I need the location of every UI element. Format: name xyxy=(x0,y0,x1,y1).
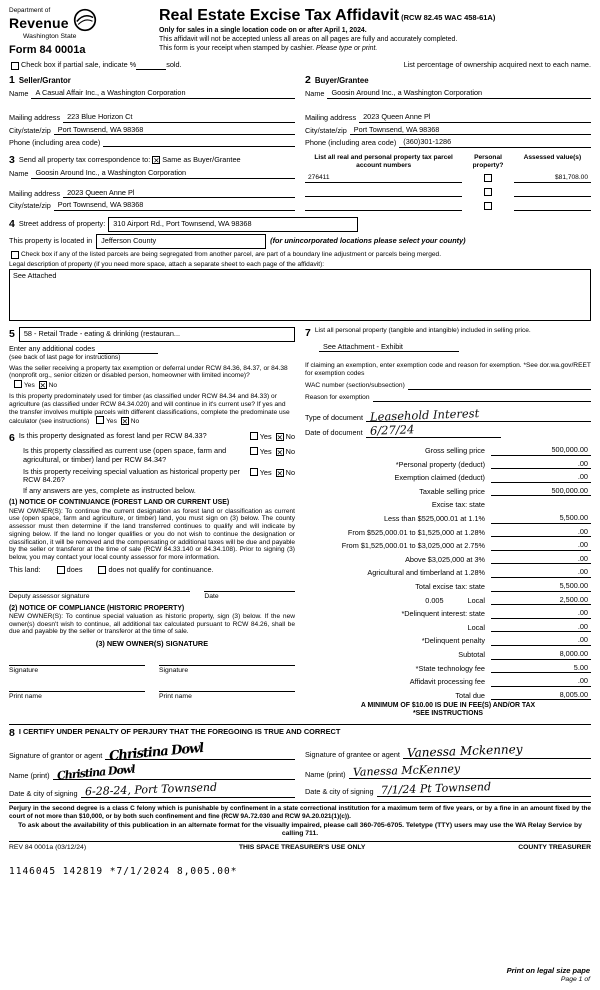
seller-mailing-field[interactable]: 223 Blue Horizon Ct xyxy=(63,113,295,123)
does-checkbox[interactable] xyxy=(57,566,65,574)
current-use-yes-checkbox[interactable] xyxy=(250,447,258,455)
grantor-date-city-handwriting: 6-28-24, Port Townsend xyxy=(84,780,217,799)
new-owner-print-name-field-2[interactable] xyxy=(159,681,295,692)
grantee-print-name-field[interactable] xyxy=(349,762,591,780)
section-1-number: 1 xyxy=(9,73,15,86)
personal-property-checkbox[interactable] xyxy=(484,188,492,196)
agricultural-tax-value[interactable]: .00 xyxy=(491,568,591,578)
date-of-document-label: Date of document xyxy=(305,428,363,438)
grantor-print-name-handwriting: Christina Dowl xyxy=(56,762,135,783)
perjury-statement: Perjury in the second degree is a class C felony which is punishable by confinement in a state correctional institution for a maximum term of five years, or by a fine in an amount fixed by the court of not more than $10,000, or by both such confinement and fine (RCW 9A.72.030 and RCW 9A.20.021(1)(c)). xyxy=(9,802,591,820)
parcel-number-field[interactable] xyxy=(305,202,462,211)
street-address-field[interactable]: 310 Airport Rd., Port Townsend, WA 98368 xyxy=(108,217,358,232)
wac-number-field[interactable] xyxy=(408,381,591,390)
partial-percent-field[interactable] xyxy=(136,61,166,70)
seller-phone-field[interactable] xyxy=(103,138,295,147)
grantee-date-city-handwriting: 7/1/24 Pt Townsend xyxy=(380,780,491,798)
land-qualify-row xyxy=(9,566,295,575)
certification-section xyxy=(9,724,591,739)
question-historic: Is this property receiving special valuation as historical property per RCW 84.26? Yes ✕ No xyxy=(23,466,295,485)
q2-no-checkbox[interactable]: ✕ xyxy=(121,417,129,427)
additional-codes-note: (see back of last page for instructions) xyxy=(9,353,121,361)
delinquent-interest-local-value[interactable]: .00 xyxy=(491,623,591,633)
minimum-due-note: A MINIMUM OF $10.00 IS DUE IN FEE(S) AND/OR TAX xyxy=(360,702,536,710)
personal-property-checkbox[interactable] xyxy=(484,202,492,210)
treasurer-space-label: THIS SPACE TREASURER'S USE ONLY xyxy=(238,844,366,852)
grantor-print-name-field[interactable] xyxy=(53,762,295,783)
personal-property-list-label: List all personal property (tangible and intangible) included in selling price. xyxy=(314,327,531,335)
county-treasurer-label: COUNTY TREASURER xyxy=(518,844,591,852)
deputy-date-field[interactable] xyxy=(204,581,295,592)
grantee-date-city-label: Date & city of signing xyxy=(305,787,374,797)
partial-sale-label-post: sold. xyxy=(166,60,182,70)
excise-tax-table: Gross selling price 500,000.00 *Personal property (deduct) .00 Exemption claimed (deduct) .00 Taxable selling price 500,000.00 Excise tax: state Less than $525,000.01 at 1.1% 5,500.00 From $525,000.01 to $1,525,000 at 1.28% .00 From $1,525,000.01 to $3,025,000 at 2.75% .00 Above $3,025,000 at 3% .00 Agricultural and timberland at 1.28% .00 Total excise tax: state 5,500.00 0.005 Local 2,500.00 *Delinquent interest: state .00 Local .00 *Delinquent penalty .00 Subtotal 8,000.00 *State technology fee 5.00 Affidavit processing fee .00 Total due 8,005.00 xyxy=(305,442,591,700)
parcel-table xyxy=(305,154,591,212)
question-forest-land: 6 Is this property designated as forest land per RCW 84.33? Yes ✕ No xyxy=(9,431,295,445)
seller-title: Seller/Grantor xyxy=(18,75,71,85)
assessed-value-field[interactable] xyxy=(514,202,591,211)
new-owners-signature-title: (3) NEW OWNER(S) SIGNATURE xyxy=(95,639,209,649)
land-use-code-select[interactable]: 58 - Retail Trade - eating & drinking (restauran... xyxy=(19,327,295,342)
question-current-use: Is this property classified as current use (open space, farm and agricultural, or timber) land per RCW 84.34? Yes ✕ No xyxy=(23,446,295,465)
correspondence-name-field[interactable]: Goosin Around Inc., a Washington Corporation xyxy=(31,169,295,179)
grantee-signature-label: Signature of grantee or agent xyxy=(305,749,400,759)
local-tax-value[interactable]: 2,500.00 xyxy=(491,596,591,606)
property-section xyxy=(9,217,591,321)
seller-name-field[interactable]: A Casual Affair Inc., a Washington Corporation xyxy=(31,89,295,99)
personal-property-col-header: Personal property? xyxy=(472,153,504,169)
reason-exemption-field[interactable] xyxy=(373,393,591,402)
selling-price-section xyxy=(305,327,591,718)
header-note-3: This form is your receipt when stamped by cashier. Please type or print. xyxy=(159,45,378,53)
additional-codes-label: Enter any additional codes xyxy=(9,344,95,354)
historic-yes-checkbox[interactable] xyxy=(250,468,258,476)
local-rate: 0.005 xyxy=(425,595,444,605)
delinquent-interest-state-value[interactable]: .00 xyxy=(491,609,591,619)
type-of-document-label: Type of document xyxy=(305,412,364,422)
new-owner-signatures: Signature Signature xyxy=(9,655,295,675)
notice-continuance-text: NEW OWNER(S): To continue the current designation as forest land or classification as current use (open space, farm and agriculture, or timber) land, you must sign on (3) below. The county assessor must then determine if the land transferred continues to qualify and will indicate by signing below. If the land no longer qualifies or you do not wish to continue the designation or classification, it will be removed and the compensating or additional taxes will be due and payable by the seller or transferor at the time of sale (RCW 84.33.140 or 84.34.108). Prior to signing (3) below, you may contact your local county assessor for more information. xyxy=(9,507,295,562)
header-note-1: Only for sales in a single location code on or after April 1, 2024. xyxy=(159,26,367,34)
grantee-date-city-field[interactable] xyxy=(377,780,591,798)
assessed-value-col-header: Assessed value(s) xyxy=(523,153,582,161)
county-select[interactable]: Jefferson County xyxy=(96,234,266,249)
q1-yes-checkbox[interactable] xyxy=(14,380,22,388)
section-8-number: 8 xyxy=(9,726,15,739)
dor-logo-icon xyxy=(73,8,97,32)
cashier-stamp: 1146045 142819 *7/1/2024 8,005.00* xyxy=(9,866,238,878)
forest-no-checkbox[interactable]: ✕ xyxy=(276,433,283,443)
parcel-row xyxy=(305,169,591,183)
deputy-date-label: Date xyxy=(204,592,219,600)
new-owner-print-name-field-1[interactable] xyxy=(9,681,145,692)
same-as-buyer-label: Same as Buyer/Grantee xyxy=(162,154,241,164)
section-7-number: 7 xyxy=(305,327,311,340)
deputy-assessor-signature-field[interactable] xyxy=(9,581,190,592)
notice-compliance-title: (2) NOTICE OF COMPLIANCE (HISTORIC PROPERTY) xyxy=(9,604,185,612)
grantee-signature-field[interactable] xyxy=(403,741,591,760)
forest-yes-checkbox[interactable] xyxy=(250,432,258,440)
signature-block xyxy=(9,741,591,798)
section-4-number: 4 xyxy=(9,218,15,231)
additional-codes-field[interactable] xyxy=(98,345,158,354)
page-title: Real Estate Excise Tax Affidavit xyxy=(159,7,400,24)
located-in-label: This property is located in xyxy=(9,235,93,245)
tier1-tax-value[interactable]: 5,500.00 xyxy=(491,514,591,524)
does-not-label: does not qualify for continuance. xyxy=(108,564,214,574)
tier3-tax-value[interactable]: .00 xyxy=(491,541,591,551)
seller-city-field[interactable]: Port Townsend, WA 98368 xyxy=(54,126,295,136)
deputy-assessor-block xyxy=(9,581,295,601)
partial-sale-row xyxy=(9,61,591,70)
section-5-number: 5 xyxy=(9,328,15,341)
type-of-document-field[interactable] xyxy=(366,405,591,424)
buyer-title: Buyer/Grantee xyxy=(314,75,369,85)
personal-property-list-field[interactable]: See Attachment - Exhibit xyxy=(319,343,459,353)
excise-tax-state-header xyxy=(491,501,591,510)
grantor-signature-handwriting: Christina Dowl xyxy=(108,740,205,765)
grantee-print-name-handwriting: Vanessa McKenney xyxy=(352,762,460,780)
question-tax-exemption: Was the seller receiving a property tax exemption or deferral under RCW 84.36, 84.37, or 84.38 (nonprofit org., senior citizen or disabled person, homeowner with limited income)? Yes ✕ No xyxy=(9,364,288,391)
dept-of-label: Department of xyxy=(9,7,51,14)
land-use-section xyxy=(9,327,295,718)
grantor-date-city-label: Date & city of signing xyxy=(9,788,78,798)
buyer-section: 2 Buyer/Grantee Name Goosin Around Inc., a Washington Corporation Mailing address 2023 Queen Anne Pl City/state/zip Port Townsend, WA 98368 Phone (including area code) (360)301-1286 xyxy=(305,74,591,148)
this-land-label: This land: xyxy=(9,564,41,574)
segregated-label: Check box if any of the listed parcels are being segregated from another parcel, are part of a boundary line adjustment or parcels being merged. xyxy=(21,250,442,258)
rcw-reference: (RCW 82.45 WAC 458-61A) xyxy=(401,13,496,22)
revenue-wordmark: Revenue xyxy=(9,14,69,31)
see-instructions-note: *SEE INSTRUCTIONS xyxy=(412,710,484,718)
new-owner-print-names: Print name Print name xyxy=(9,681,295,701)
buyer-city-field[interactable]: Port Townsend, WA 98368 xyxy=(350,126,591,136)
certify-statement: I CERTIFY UNDER PENALTY OF PERJURY THAT THE FOREGOING IS TRUE AND CORRECT xyxy=(18,727,341,737)
segregated-checkbox[interactable] xyxy=(11,251,19,259)
exemption-claimed-value[interactable]: .00 xyxy=(491,473,591,483)
tier4-tax-value[interactable]: .00 xyxy=(491,555,591,565)
personal-property-deduct-value[interactable]: .00 xyxy=(491,460,591,470)
assessed-value-field[interactable] xyxy=(514,188,591,197)
new-owner-signature-field-2[interactable] xyxy=(159,655,295,666)
parcel-number-field[interactable] xyxy=(305,188,462,197)
seller-section: 1 Seller/Grantor Name A Casual Affair Inc., a Washington Corporation Mailing address 223 Blue Horizon Ct City/state/zip Port Townsend, WA 98368 Phone (including area code) xyxy=(9,74,295,148)
personal-property-checkbox[interactable] xyxy=(484,174,492,182)
header-note-2: This affidavit will not be accepted unless all areas on all pages are fully and accurately completed. xyxy=(159,36,458,44)
q2-yes-checkbox[interactable] xyxy=(96,416,104,424)
current-use-no-checkbox[interactable]: ✕ xyxy=(276,448,283,458)
state-technology-fee-value[interactable]: 5.00 xyxy=(491,664,591,674)
parcel-number-field[interactable]: 276411 xyxy=(305,174,462,183)
grantee-signature-handwriting: Vanessa Mckenney xyxy=(406,741,523,760)
alternate-format-note: To ask about the availability of this publication in an alternate format for the visually impaired, please call 360-705-6705. Teletype (TTY) users may use the WA Relay Service by calling 711. xyxy=(18,822,582,838)
does-label: does xyxy=(66,564,83,574)
buyer-name-field[interactable]: Goosin Around Inc., a Washington Corporation xyxy=(327,89,591,99)
print-legal-size-note: Print on legal size pape xyxy=(506,966,590,976)
rev-form-code: REV 84 0001a (03/12/24) xyxy=(9,844,87,852)
tier2-tax-value[interactable]: .00 xyxy=(491,528,591,538)
grantee-print-name-label: Name (print) xyxy=(305,769,346,779)
grantor-signature-field[interactable] xyxy=(105,740,295,765)
correspondence-section: 3 Send all property tax correspondence to: ✕ Same as Buyer/Grantee Name Goosin Around Inc., a Washington Corporation Mailing address 2023 Queen Anne Pl City/state/zip Port Townsend, WA 98368 xyxy=(9,154,295,212)
notice-continuance-title: (1) NOTICE OF CONTINUANCE (FOREST LAND OR CURRENT USE) xyxy=(9,499,230,507)
form-header xyxy=(9,7,591,57)
gross-selling-price-value[interactable]: 500,000.00 xyxy=(491,446,591,456)
type-of-document-handwriting: Leasehold Interest xyxy=(369,405,480,424)
legal-description-field[interactable]: See Attached xyxy=(9,269,591,321)
section-2-number: 2 xyxy=(305,73,311,86)
wac-number-label: WAC number (section/subsection) xyxy=(305,382,405,390)
correspondence-mailing-field[interactable]: 2023 Queen Anne Pl xyxy=(63,189,295,199)
if-yes-note: If any answers are yes, complete as instructed below. xyxy=(23,485,196,495)
grantor-date-city-field[interactable] xyxy=(81,780,295,799)
grantor-signature-label: Signature of grantor or agent xyxy=(9,750,103,760)
street-address-label: Street address of property: xyxy=(18,219,106,229)
reason-exemption-label: Reason for exemption xyxy=(305,394,370,402)
new-owner-signature-field-1[interactable] xyxy=(9,655,145,666)
question-timber-use: Is this property predominately used for timber (as classified under RCW 84.34 and 84.33) or agriculture (as classified under RCW 84.34.020) and will continue in it's current use? If yes and the transfer involves multiple parcels with different classifications, complete the predominate use calculator (see instructions) Yes ✕ No xyxy=(9,392,290,427)
section-3-number: 3 xyxy=(9,153,15,166)
correspondence-city-field[interactable]: Port Townsend, WA 98368 xyxy=(54,201,295,211)
total-excise-tax-state-value[interactable]: 5,500.00 xyxy=(491,582,591,592)
page-footer-notes xyxy=(507,967,590,984)
parcel-row xyxy=(305,183,591,197)
parcel-row xyxy=(305,197,591,211)
grantor-print-name-label: Name (print) xyxy=(9,770,50,780)
parcel-col-header: List all real and personal property tax parcel account numbers xyxy=(314,153,453,169)
buyer-mailing-field[interactable]: 2023 Queen Anne Pl xyxy=(359,113,591,123)
legal-description-label: Legal description of property (if you need more space, attach a separate sheet to each page of the affidavit): xyxy=(9,260,325,268)
partial-sale-label-pre: Check box if partial sale, indicate % xyxy=(21,60,137,70)
delinquent-penalty-value[interactable]: .00 xyxy=(491,636,591,646)
does-not-checkbox[interactable] xyxy=(98,566,106,574)
historic-no-checkbox[interactable]: ✕ xyxy=(276,468,283,478)
affidavit-processing-fee-value[interactable]: .00 xyxy=(491,677,591,687)
assessed-value-field[interactable]: $81,708.00 xyxy=(514,174,591,183)
washington-state-label: Washington State xyxy=(23,33,77,40)
same-as-buyer-checkbox[interactable]: ✕ xyxy=(153,155,160,165)
notice-compliance-text: NEW OWNER(S): To continue special valuation as historic property, sign (3) below. If the new owner(s) doesn't wish to continue, all additional tax calculated pursuant to RCW 84.26, shall be due and payable by the seller or transferor at the time of sale. xyxy=(9,612,295,636)
date-of-document-handwriting: 6/27/24 xyxy=(369,422,415,439)
section-6-number: 6 xyxy=(9,432,15,445)
form-number: Form 84 0001a xyxy=(9,44,86,57)
deputy-assessor-label: Deputy assessor signature xyxy=(9,592,90,600)
county-note: (for unincorporated locations please select your county) xyxy=(270,235,466,245)
footer-row xyxy=(9,841,591,852)
subtotal-value[interactable]: 8,000.00 xyxy=(491,650,591,660)
dor-brand xyxy=(9,7,149,57)
correspondence-label: Send all property tax correspondence to: xyxy=(18,154,151,164)
page-number-note: Page 1 of xyxy=(560,975,590,983)
total-due-value[interactable]: 8,005.00 xyxy=(491,691,591,701)
exemption-note: If claiming an exemption, enter exemption code and reason for exemption. *See dor.wa.gov/REET for exemption codes xyxy=(305,362,591,378)
partial-sale-checkbox[interactable] xyxy=(11,62,19,70)
date-of-document-field[interactable] xyxy=(366,422,501,439)
q1-no-checkbox[interactable]: ✕ xyxy=(39,381,46,391)
ownership-percentage-note: List percentage of ownership acquired next to each name. xyxy=(403,60,591,70)
buyer-phone-field[interactable]: (360)301-1286 xyxy=(399,138,591,148)
taxable-selling-price-value[interactable]: 500,000.00 xyxy=(491,487,591,497)
